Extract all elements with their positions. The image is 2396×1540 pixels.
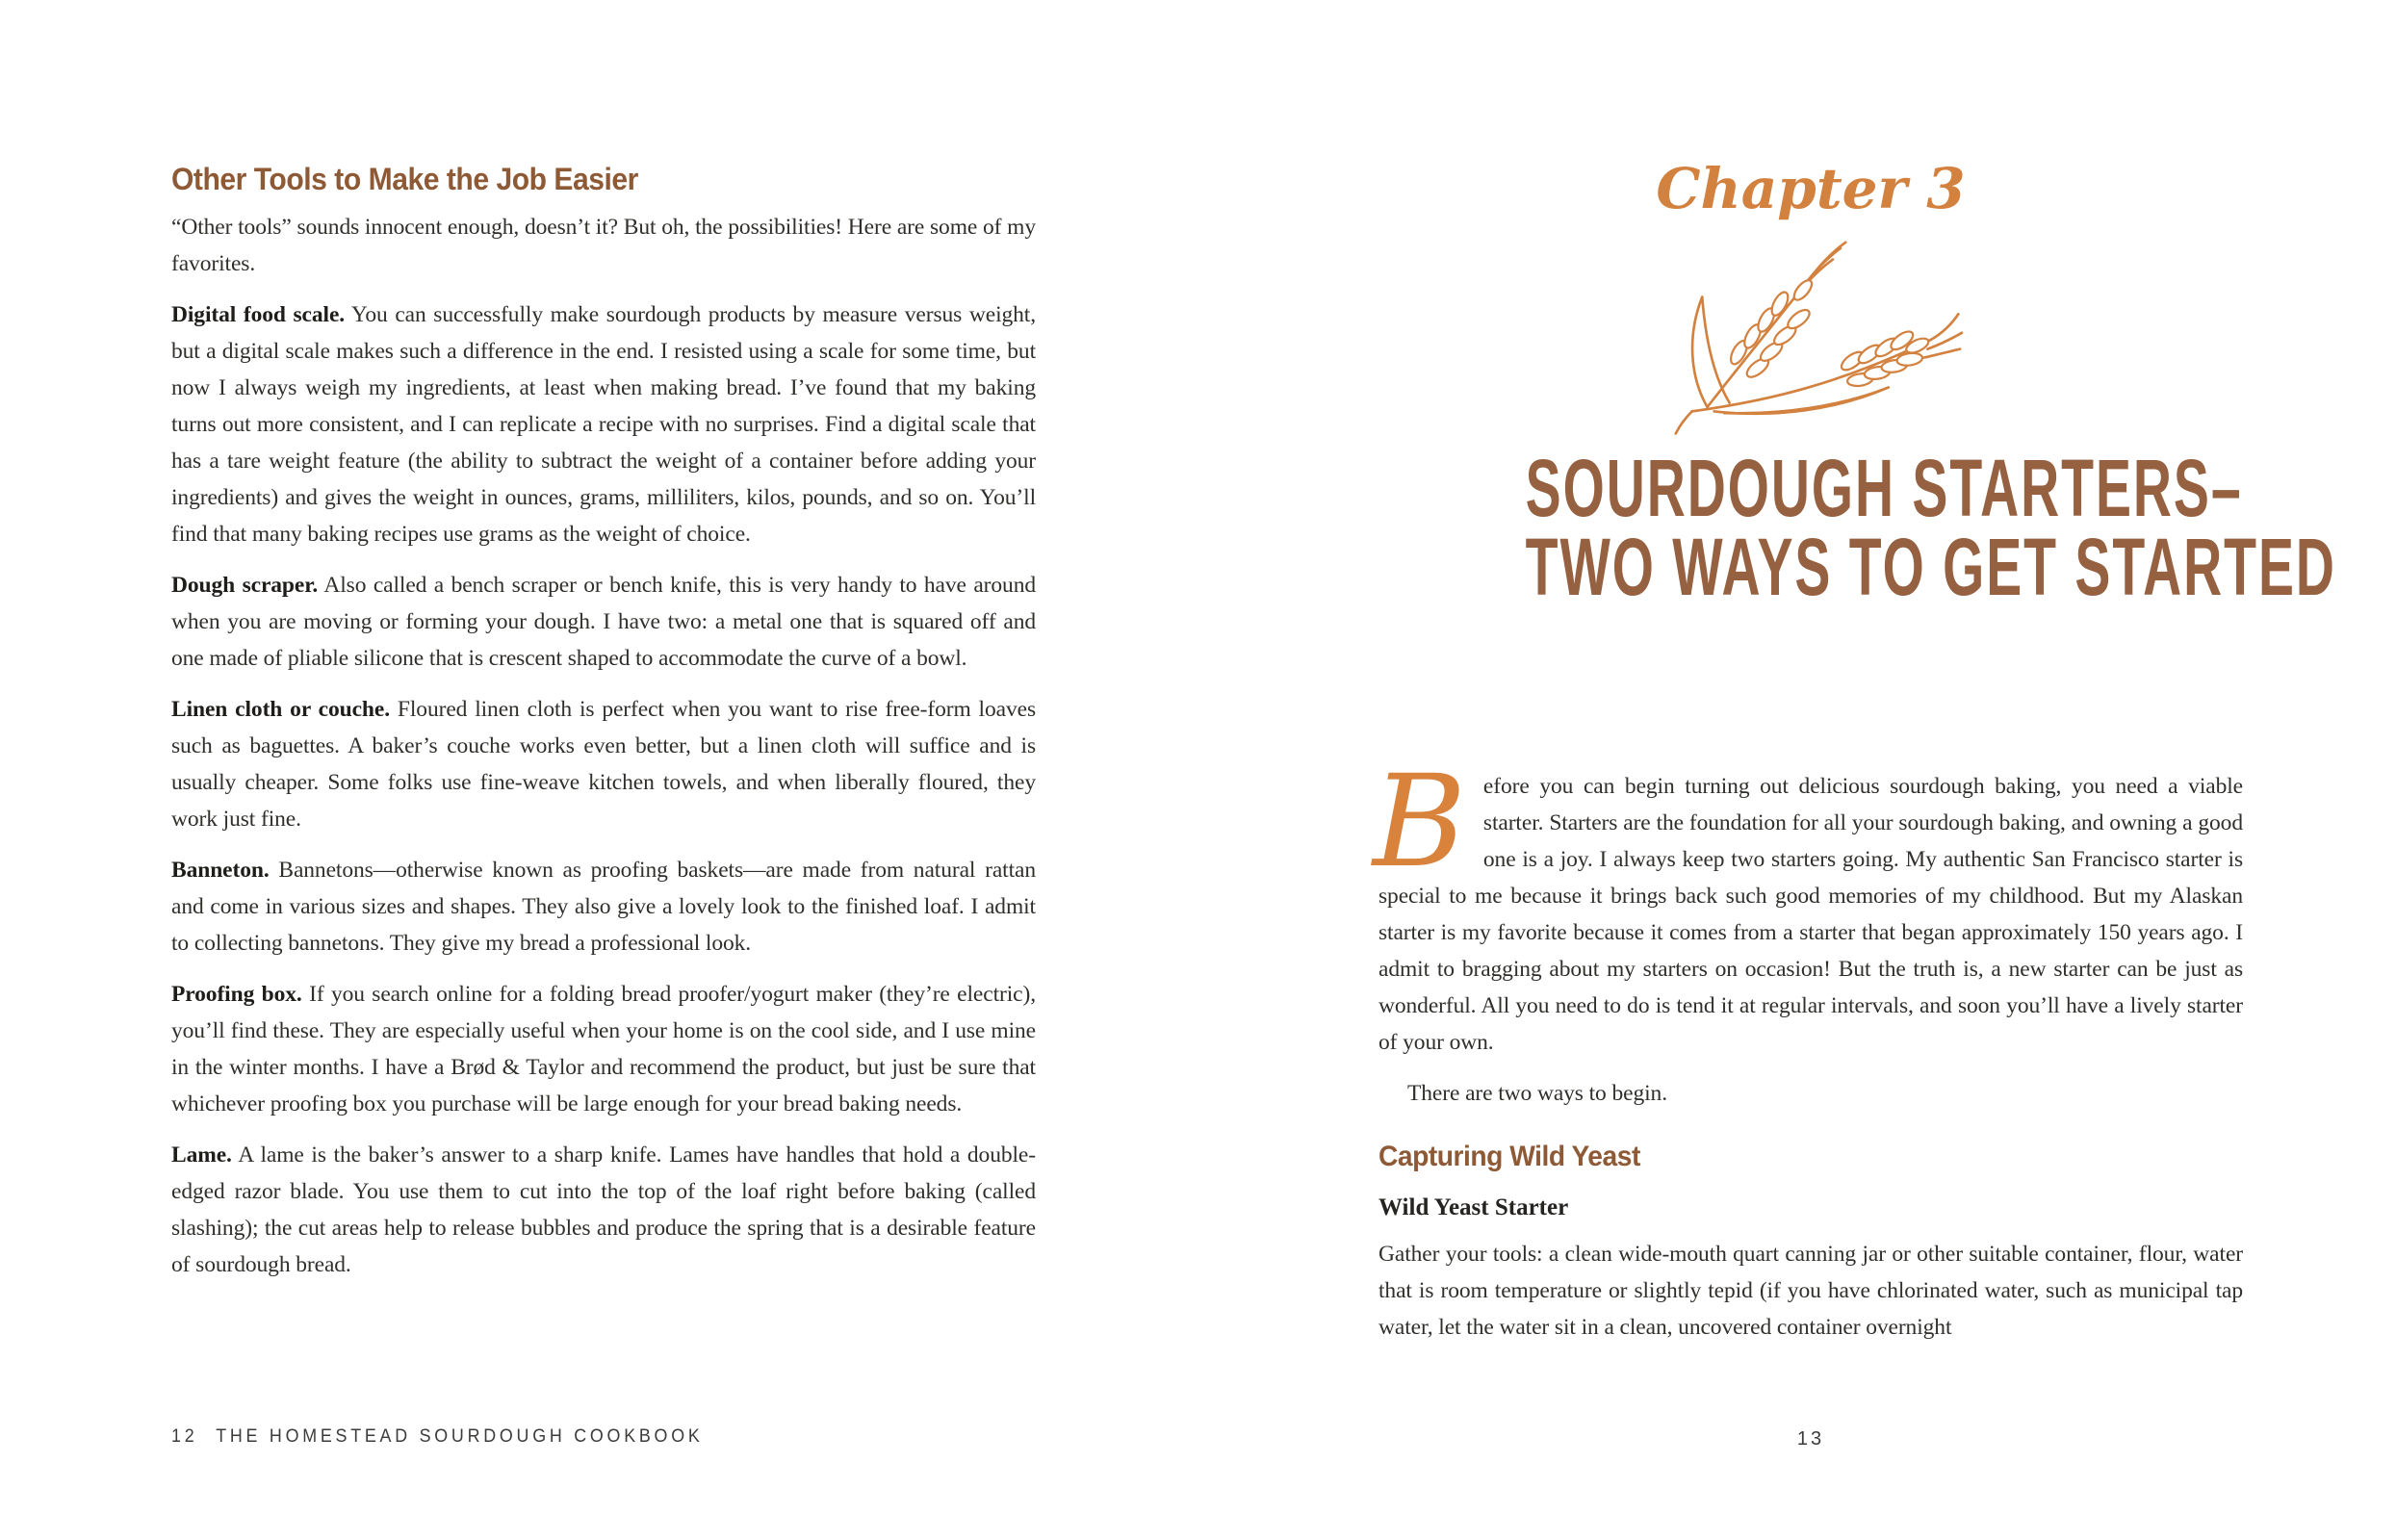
chapter-label: Chapter 3 — [1656, 156, 1966, 221]
tool-text: Bannetons—otherwise known as proofing baskets—are made from natural rattan and come in various sizes and shapes. They also give a lovely look to the finished loaf. I admit to collecting bannetons. They give my bread a professional look. — [171, 858, 1036, 956]
book-title: THE HOMESTEAD SOURDOUGH COOKBOOK — [216, 1426, 704, 1447]
tool-lead: Banneton. — [171, 858, 270, 883]
footer-right — [1378, 1428, 2243, 1450]
chapter-intro-text: efore you can begin turning out delicious sourdough baking, you need a viable starter. Starters are the foundation for all your sourdough baking, and owning a good one is a joy. I always keep two starters going. My authentic San Francisco starter is special to me because it brings back such good memories of my childhood. But my Alaskan starter is my favorite because it comes from a starter that began approximately 150 years ago. I admit to bragging about my starters on occasion! But the truth is, a new starter can be just as wonderful. All you need to do is tend it at regular intervals, and soon you’ll have a lively starter of your own. — [1378, 774, 2243, 1055]
tool-text: If you search online for a folding bread proofer/yogurt maker (they’re electric), you’ll find these. They are especially useful when your home is on the cool side, and I use mine in the winter months. I have a Brød & Taylor and recommend the product, but just be sure that whichever proofing box you purchase will be large enough for your bread baking needs. — [171, 982, 1036, 1116]
tool-text: Floured linen cloth is perfect when you want to rise free-form loaves such as baguettes. A baker’s couche works even better, but a linen cloth will suffice and is usually cheaper. Some folks use fine-weave kitchen towels, and when liberally floured, they work just fine. — [171, 697, 1036, 832]
footer-left — [171, 1426, 704, 1448]
tool-paragraph-banneton — [171, 852, 1036, 962]
left-text-column — [171, 162, 1036, 1283]
tool-text: A lame is the baker’s answer to a sharp knife. Lames have handles that hold a double-edged razor blade. You use them to cut into the top of the loaf right before baking (called slashing); the cut areas help to release bubbles and produce the spring that is a desirable feature of sourdough bread. — [171, 1142, 1036, 1277]
tool-paragraph-digital-scale — [171, 296, 1036, 552]
tool-paragraph-lame — [171, 1137, 1036, 1283]
section-heading-other-tools: Other Tools to Make the Job Easier — [171, 162, 638, 196]
drop-cap: B — [1373, 748, 1466, 896]
tool-text: Also called a bench scraper or bench knife, this is very handy to have around when you are moving or forming your dough. I have two: a metal one that is squared off and one made of pliable silicone that is crescent shaped to accommodate the curve of a bowl. — [171, 573, 1036, 671]
tool-paragraph-linen-cloth — [171, 691, 1036, 837]
tool-lead: Digital food scale. — [171, 302, 346, 327]
intro-paragraph: “Other tools” sounds innocent enough, doesn’t it? But oh, the possibilities! Here are some of my favorites. — [171, 215, 1036, 276]
body-gather-tools: Gather your tools: a clean wide-mouth quart canning jar or other suitable container, flour, water that is room temperature or slightly tepid (if you have chlorinated water, such as municipal tap water, let the water sit in a clean, uncovered container overnight — [1378, 1242, 2243, 1340]
wheat-illustration — [1656, 241, 1964, 437]
tool-lead: Lame. — [171, 1142, 232, 1168]
tool-paragraph-dough-scraper — [171, 567, 1036, 677]
page-number: 13 — [1796, 1428, 1825, 1450]
para-two-ways: There are two ways to begin. — [1407, 1081, 1667, 1106]
chapter-title — [1378, 443, 2336, 612]
chapter-title-line-2: TWO WAYS TO GET STARTED — [1525, 522, 2336, 612]
subheading-wild-yeast-starter: Wild Yeast Starter — [1378, 1194, 1569, 1220]
tool-paragraph-proofing-box — [171, 976, 1036, 1122]
wheat-icon — [1656, 241, 1964, 437]
page-number: 12 — [171, 1426, 198, 1447]
tool-lead: Proofing box. — [171, 982, 302, 1007]
tool-text: You can successfully make sourdough products by measure versus weight, but a digital scale makes such a difference in the end. I resisted using a scale for some time, but now I always weigh my ingredients, at least when making bread. I’ve found that my baking turns out more consistent, and I can replicate a recipe with no surprises. Find a digital scale that has a tare weight feature (the ability to subtract the weight of a container before adding your ingredients) and gives the weight in ounces, grams, milliliters, kilos, pounds, and so on. You’ll find that many baking recipes use grams as the weight of choice. — [171, 302, 1036, 547]
right-text-column — [1373, 748, 2243, 1346]
tool-lead: Linen cloth or couche. — [171, 697, 390, 722]
tool-lead: Dough scraper. — [171, 573, 319, 598]
section-heading-capturing-wild-yeast: Capturing Wild Yeast — [1378, 1141, 1640, 1172]
chapter-title-line-1: SOURDOUGH STARTERS– — [1525, 443, 2243, 533]
chapter-intro-paragraph — [1373, 748, 2243, 1061]
